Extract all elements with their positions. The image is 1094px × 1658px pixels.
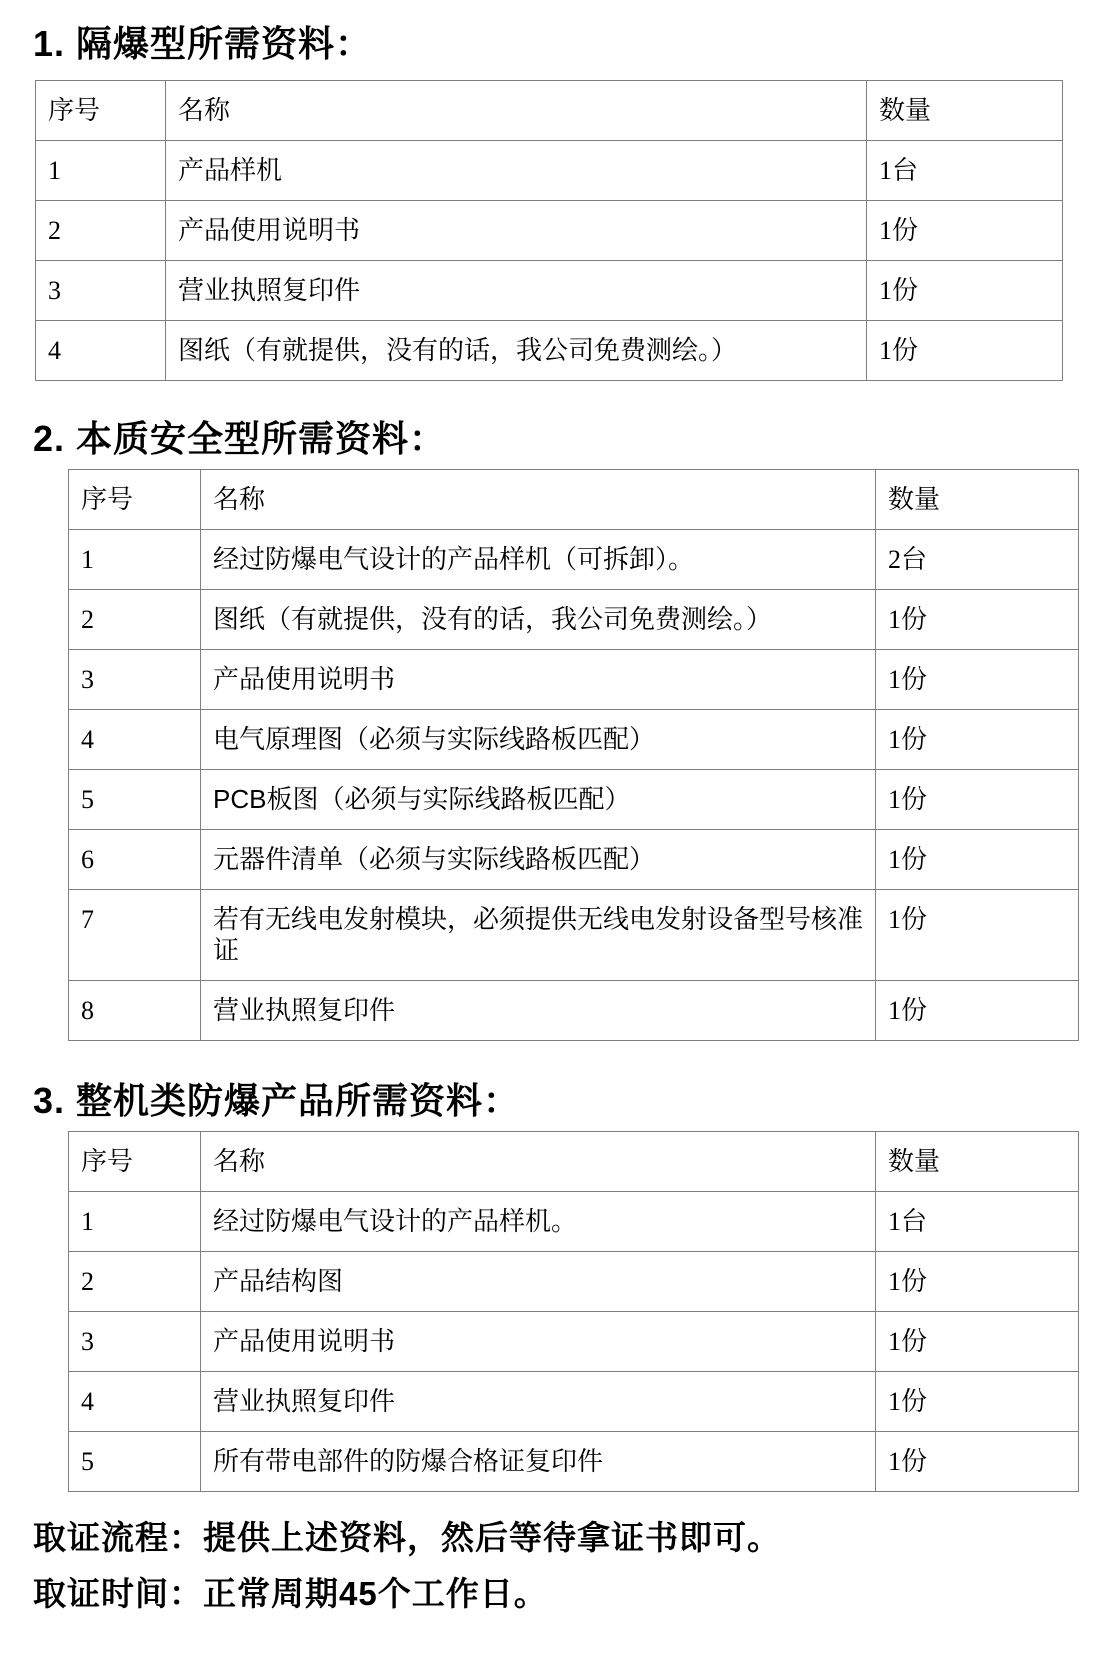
row-number-cell: 6: [69, 830, 201, 890]
table-row: [69, 1312, 1079, 1372]
header-cell-no: 序号: [69, 470, 201, 530]
table-complete-machine: [68, 1131, 1079, 1492]
table-row: [69, 650, 1079, 710]
footer-line-process: 取证流程：提供上述资料，然后等待拿证书即可。: [33, 1519, 781, 1556]
row-name-cell: 图纸（有就提供，没有的话，我公司免费测绘。）: [201, 590, 876, 650]
row-name-cell: 营业执照复印件: [201, 1372, 876, 1432]
row-name-cell: 电气原理图（必须与实际线路板匹配）: [201, 710, 876, 770]
row-number-cell: 4: [69, 710, 201, 770]
section-3-heading: 3. 整机类防爆产品所需资料：: [33, 1080, 521, 1121]
row-qty-cell: 1份: [876, 770, 1079, 830]
row-qty-cell: 1份: [876, 1312, 1079, 1372]
row-name-cell: 元器件清单（必须与实际线路板匹配）: [201, 830, 876, 890]
row-number-cell: 1: [36, 141, 166, 201]
row-qty-cell: 1份: [876, 1252, 1079, 1312]
row-number-cell: 2: [36, 201, 166, 261]
row-name-cell: 若有无线电发射模块，必须提供无线电发射设备型号核准证: [201, 890, 876, 981]
row-name-cell: 营业执照复印件: [166, 261, 867, 321]
section-1-heading: 1. 隔爆型所需资料：: [33, 23, 373, 64]
row-qty-cell: 1份: [876, 890, 1079, 981]
header-cell-name: 名称: [201, 1132, 876, 1192]
footer-notes: [33, 1510, 1094, 1622]
row-number-cell: 7: [69, 890, 201, 981]
table-row: [69, 530, 1079, 590]
header-cell-qty: 数量: [876, 1132, 1079, 1192]
table-header-row: [69, 470, 1079, 530]
row-number-cell: 4: [69, 1372, 201, 1432]
row-name-cell: 产品结构图: [201, 1252, 876, 1312]
section-2-heading: 2. 本质安全型所需资料：: [33, 418, 447, 459]
row-name-cell: 所有带电部件的防爆合格证复印件: [201, 1432, 876, 1492]
row-number-cell: 8: [69, 981, 201, 1041]
row-number-cell: 5: [69, 1432, 201, 1492]
row-name-cell: 产品使用说明书: [201, 1312, 876, 1372]
row-number-cell: 3: [36, 261, 166, 321]
table-row: [69, 1192, 1079, 1252]
row-name-cell: 经过防爆电气设计的产品样机。: [201, 1192, 876, 1252]
table-flameproof: [35, 80, 1063, 381]
table-row: [69, 890, 1079, 981]
row-number-cell: 5: [69, 770, 201, 830]
table-row: [69, 981, 1079, 1041]
table-row: [69, 1252, 1079, 1312]
header-cell-qty: 数量: [867, 81, 1063, 141]
header-cell-no: 序号: [36, 81, 166, 141]
row-name-cell: 产品使用说明书: [201, 650, 876, 710]
row-qty-cell: 1份: [876, 650, 1079, 710]
row-number-cell: 2: [69, 1252, 201, 1312]
header-cell-name: 名称: [166, 81, 867, 141]
header-cell-no: 序号: [69, 1132, 201, 1192]
row-name-cell: 营业执照复印件: [201, 981, 876, 1041]
row-name-cell: 图纸（有就提供，没有的话，我公司免费测绘。）: [166, 321, 867, 381]
table-row: [69, 590, 1079, 650]
table-row: [69, 1372, 1079, 1432]
row-qty-cell: 1份: [876, 830, 1079, 890]
row-name-cell: 产品样机: [166, 141, 867, 201]
footer-line-duration: 取证时间：正常周期45个工作日。: [33, 1575, 548, 1612]
row-qty-cell: 1台: [867, 141, 1063, 201]
row-qty-cell: 1份: [876, 710, 1079, 770]
table-intrinsic-safety: [68, 469, 1079, 1041]
row-number-cell: 3: [69, 650, 201, 710]
row-number-cell: 1: [69, 530, 201, 590]
row-number-cell: 4: [36, 321, 166, 381]
header-cell-name: 名称: [201, 470, 876, 530]
document-page: [0, 22, 1094, 1622]
table-row: [36, 261, 1063, 321]
row-number-cell: 2: [69, 590, 201, 650]
table-row: [69, 1432, 1079, 1492]
row-qty-cell: 2台: [876, 530, 1079, 590]
row-qty-cell: 1份: [876, 981, 1079, 1041]
table-row: [69, 770, 1079, 830]
row-qty-cell: 1份: [876, 1432, 1079, 1492]
table-row: [69, 710, 1079, 770]
table-row: [36, 321, 1063, 381]
row-qty-cell: 1台: [876, 1192, 1079, 1252]
table-row: [36, 201, 1063, 261]
table-header-row: [69, 1132, 1079, 1192]
row-name-cell: 经过防爆电气设计的产品样机（可拆卸）。: [201, 530, 876, 590]
row-qty-cell: 1份: [876, 590, 1079, 650]
row-qty-cell: 1份: [867, 201, 1063, 261]
table-row: [69, 830, 1079, 890]
table-row: [36, 141, 1063, 201]
table-header-row: [36, 81, 1063, 141]
row-qty-cell: 1份: [867, 321, 1063, 381]
row-number-cell: 1: [69, 1192, 201, 1252]
row-qty-cell: 1份: [876, 1372, 1079, 1432]
header-cell-qty: 数量: [876, 470, 1079, 530]
row-qty-cell: 1份: [867, 261, 1063, 321]
row-name-cell: 产品使用说明书: [166, 201, 867, 261]
row-number-cell: 3: [69, 1312, 201, 1372]
row-name-cell: PCB板图（必须与实际线路板匹配）: [201, 770, 876, 830]
